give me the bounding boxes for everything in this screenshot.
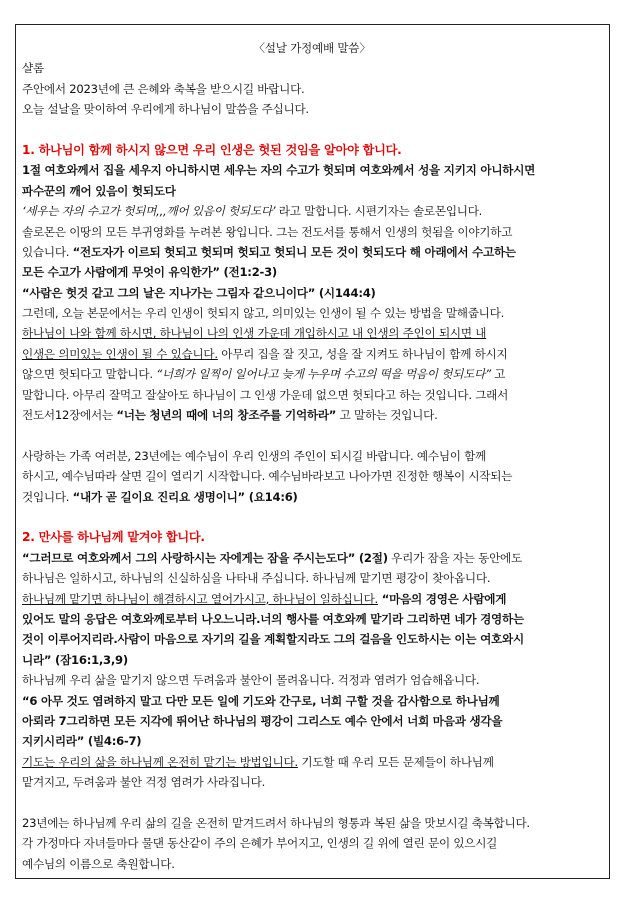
scripture-quote: 모든 수고가 사람에게 무엇이 유익한가” (전1:2-3) — [22, 265, 277, 280]
scripture-quote: “6 아무 것도 염려하지 말고 다만 모든 일에 기도와 간구로, 너희 구할 것을 감사함으로 하나님께 — [22, 693, 500, 708]
underlined-text: 인생은 의미있는 인생이 될 수 있습니다. — [22, 346, 218, 361]
underlined-text: 하나님께 맡기면 하나님이 해결하시고 열어가시고, 하나님이 일하십니다. — [22, 591, 378, 606]
body-line: 솔로몬은 이땅의 모든 부귀영화를 누려본 왕입니다. 그는 전도서를 통해서 인생의 헛됨을 이야기하고 — [22, 224, 513, 239]
closing-line: 23년에는 하나님께 우리 삶의 길을 온전히 맡겨드려서 하나님의 형통과 복된 삶을 맛보시길 축복합니다. — [22, 815, 530, 830]
body-line: 하나님은 일하시고, 하나님의 신실하심을 나타내 주십니다. 하나님께 맡기면 평강이 찾아옵니다. — [22, 571, 491, 586]
text: 있습니다. — [22, 244, 73, 259]
quote: “너희가 일찍이 일어나고 늦게 누우며 수고의 떡을 먹음이 헛되도다” — [156, 367, 491, 382]
body-line — [22, 344, 602, 364]
body-line: 사랑하는 가족 여러분, 23년에는 예수님이 우리 인생의 주인이 되시길 바랍니다. 예수님이 함께 — [22, 448, 487, 463]
closing-line: 각 가정마다 자녀들마다 물댄 동산같이 주의 은혜가 부어지고, 인생의 길 위에 열린 문이 있으시길 — [22, 836, 498, 851]
spacer — [22, 507, 602, 527]
text: 고 — [490, 367, 506, 382]
spacer — [22, 792, 602, 812]
body-line — [22, 364, 602, 384]
scripture-quote: “사람은 헛것 같고 그의 날은 지나가는 그림자 같으니이다” (시144:4) — [22, 285, 376, 300]
scripture-quote: “내가 곧 길이요 진리요 생명이니” (요14:6) — [72, 489, 298, 504]
scripture-quote: “마음의 경영은 사람에게 — [377, 591, 507, 606]
scripture-quote: 있어도 말의 응답은 여호와께로부터 나오느니라.너의 행사를 여호와께 맡기라 그리하면 네가 경영하는 — [22, 611, 524, 626]
section-1-verse: 파수꾼의 깨어 있음이 헛되도다 — [22, 183, 176, 198]
intro-line: 주안에서 2023년에 큰 은혜와 축복을 받으시길 바랍니다. — [22, 81, 305, 96]
spacer — [22, 120, 602, 140]
text: 우리가 잠을 자는 동안에도 — [387, 550, 522, 565]
scripture-quote: “그러므로 여호와께서 그의 사랑하시는 자에게는 잠을 주시는도다” (2절) — [22, 550, 388, 565]
text: 전도서12장에서는 — [22, 408, 117, 423]
text: 고 말하는 것입니다. — [336, 408, 438, 423]
body-line — [22, 589, 602, 609]
underlined-line: 하나님이 나와 함께 하시면, 하나님이 나의 인생 가운데 개입하시고 내 인생의 주인이 되시면 내 — [22, 326, 487, 341]
section-1-heading: 1. 하나님이 함께 하시지 않으면 우리 인생은 헛된 것임을 알아야 합니다. — [22, 142, 402, 157]
page-title: 〈설날 가정예배 말씀〉 — [253, 41, 371, 55]
text: 라고 말합니다. 시편기자는 솔로몬입니다. — [275, 204, 483, 219]
body-line — [22, 752, 602, 772]
scripture-quote: 지키시리라” (빌4:6-7) — [22, 734, 142, 749]
text: 아무리 집을 잘 짓고, 성을 잘 지켜도 하나님이 함께 하시지 — [217, 346, 508, 361]
text: 기도할 때 우리 모든 문제들이 하나님께 — [297, 754, 494, 769]
body-line — [22, 201, 602, 221]
text: 않으면 헛되다고 말합니다. — [22, 367, 157, 382]
scripture-quote: 아뢰라 7그리하면 모든 지각에 뛰어난 하나님의 평강이 그리스도 예수 안에서 너희 마음과 생각을 — [22, 713, 503, 728]
scripture-quote: “전도자가 이르되 헛되고 헛되며 헛되고 헛되니 모든 것이 헛되도다 해 아래에서 수고하는 — [72, 244, 516, 259]
scripture-quote: 것이 이루어지리라.사람이 마음으로 자기의 길을 계획할지라도 그의 걸음을 인도하시는 이는 여호와시 — [22, 632, 524, 647]
greeting: 샬롬 — [22, 61, 44, 76]
underlined-text: 기도는 우리의 삶을 하나님께 온전히 맡기는 방법입니다. — [22, 754, 298, 769]
body-line: 그런데, 오늘 본문에서는 우리 인생이 헛되지 않고, 의미있는 인생이 될 수 있는 방법을 말해줍니다. — [22, 306, 505, 321]
scripture-quote: “너는 청년의 때에 너의 창조주를 기억하라” — [116, 408, 337, 423]
body-line: 말합니다. 아무리 잘먹고 잘살아도 하나님이 그 인생 가운데 없으면 헛되다고 하는 것입니다. 그래서 — [22, 387, 509, 402]
quote: ‘세우는 자의 수고가 헛되며,,,깨어 있음이 헛되도다’ — [22, 204, 276, 219]
body-line: 하시고, 예수님따라 살면 길이 열리기 시작합니다. 예수님바라보고 나아가면 진정한 행복이 시작되는 — [22, 469, 513, 484]
body-line — [22, 405, 602, 425]
body-line — [22, 487, 602, 507]
intro-line: 오늘 설날을 맞이하여 우리에게 하나님이 말씀을 주십니다. — [22, 102, 309, 117]
section-1-verse: 1절 여호와께서 집을 세우지 아니하시면 세우는 자의 수고가 헛되며 여호와께서 성을 지키지 아니하시면 — [22, 163, 536, 178]
body-line — [22, 242, 602, 262]
scripture-quote: 니라” (잠16:1,3,9) — [22, 652, 128, 667]
text: 것입니다. — [22, 489, 73, 504]
body-line: 하나님께 우리 삶을 맡기지 않으면 두려움과 불안이 몰려옵니다. 걱정과 염려가 엄습해옵니다. — [22, 673, 480, 688]
document-body — [22, 38, 602, 874]
body-line — [22, 548, 602, 568]
body-line: 맡겨지고, 두려움과 불안 걱정 염려가 사라집니다. — [22, 775, 266, 790]
section-2-heading: 2. 만사를 하나님께 맡겨야 합니다. — [22, 530, 205, 545]
closing-line: 예수님의 이름으로 축원합니다. — [22, 856, 175, 871]
spacer — [22, 425, 602, 445]
